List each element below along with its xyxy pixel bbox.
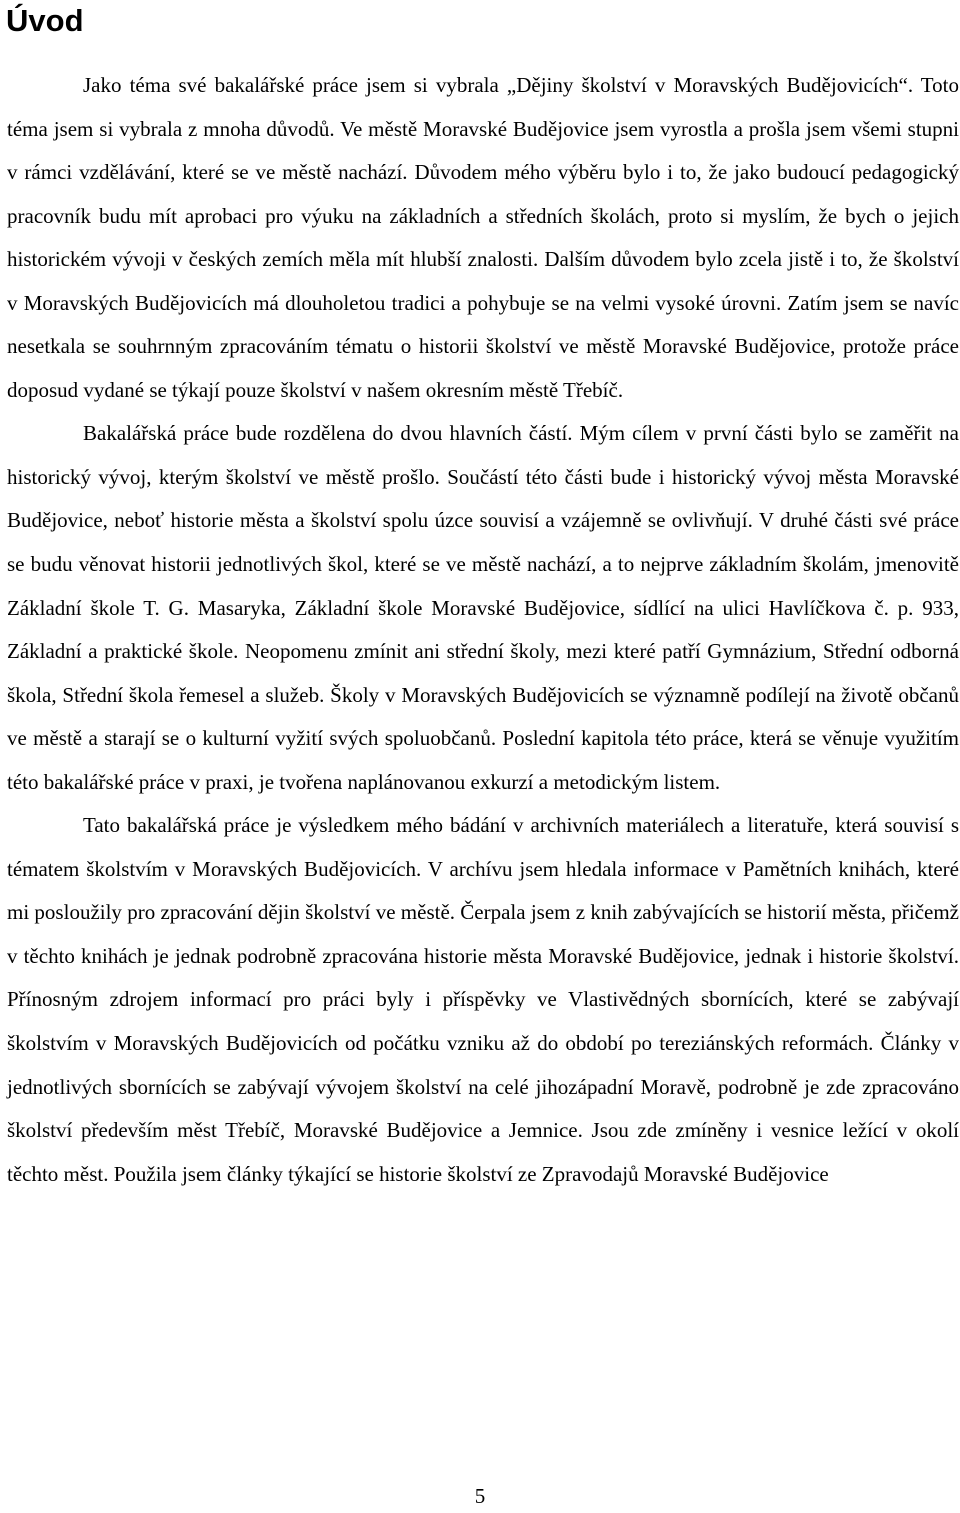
page-title: Úvod	[6, 3, 84, 38]
paragraph-structure: Bakalářská práce bude rozdělena do dvou hlavních částí. Mým cílem v první části bylo se zaměřit na historický vývoj, kterým školství ve městě prošlo. Součástí této části bude i historický vývoj města Moravské Budějovice, neboť historie města a školství spolu úzce souvisí a vzájemně se ovlivňují. V druhé části své práce se budu věnovat historii jednotlivých škol, které se ve městě nachází, a to nejprve základním školám, jmenovitě Základní škole T. G. Masaryka, Základní škole Moravské Budějovice, sídlící na ulici Havlíčkova č. p. 933, Základní a praktické škole. Neopomenu zmínit ani střední školy, mezi které patří Gymnázium, Střední odborná škola, Střední škola řemesel a služeb. Školy v Moravských Budějovicích se významně podílejí na životě občanů ve městě a starají se o kulturní vyžití svých spoluobčanů. Poslední kapitola této práce, která se věnuje využitím této bakalářské práce v praxi, je tvořena naplánovanou exkurzí a metodickým listem.	[7, 421, 959, 794]
paragraph-motivation: Jako téma své bakalářské práce jsem si vybrala „Dějiny školství v Moravských Budějovicích“. Toto téma jsem si vybrala z mnoha důvodů. Ve městě Moravské Budějovice jsem vyrostla a prošla jsem všemi stupni v rámci vzdělávání, které se ve městě nachází. Důvodem mého výběru bylo i to, že jako budoucí pedagogický pracovník budu mít aprobaci pro výuku na základních a středních školách, proto si myslím, že bych o jejich historickém vývoji v českých zemích měla mít hlubší znalosti. Dalším důvodem bylo zcela jistě i to, že školství v Moravských Budějovicích má dlouholetou tradici a pohybuje se na velmi vysoké úrovni. Zatím jsem se navíc nesetkala se souhrnným zpracováním tématu o historii školství ve městě Moravské Budějovice, protože práce doposud vydané se týkají pouze školství v našem okresním městě Třebíč.	[7, 73, 959, 402]
page-number: 5	[474, 1484, 486, 1508]
paragraph-sources: Tato bakalářská práce je výsledkem mého bádání v archivních materiálech a literatuře, která souvisí s tématem školstvím v Moravských Budějovicích. V archívu jsem hledala informace v Pamětních knihách, které mi posloužily pro zpracování dějin školství ve městě. Čerpala jsem z knih zabývajících se historií města, přičemž v těchto knihách je jednak podrobně zpracována historie města Moravské Budějovice, jednak i historie školství. Přínosným zdrojem informací pro práci byly i příspěvky ve Vlastivědných sbornících, které se zabývají školstvím v Moravských Budějovicích od počátku vzniku až do období po tereziánských reformách. Články v jednotlivých sbornících se zabývají vývojem školství na celé jihozápadní Moravě, podrobně je zde zpracováno školství především měst Třebíč, Moravské Budějovice a Jemnice. Jsou zde zmíněny i vesnice ležící v okolí těchto měst. Použila jsem články týkající se historie školství ze Zpravodajů Moravské Budějovice	[7, 813, 959, 1186]
body-text	[7, 64, 959, 1196]
